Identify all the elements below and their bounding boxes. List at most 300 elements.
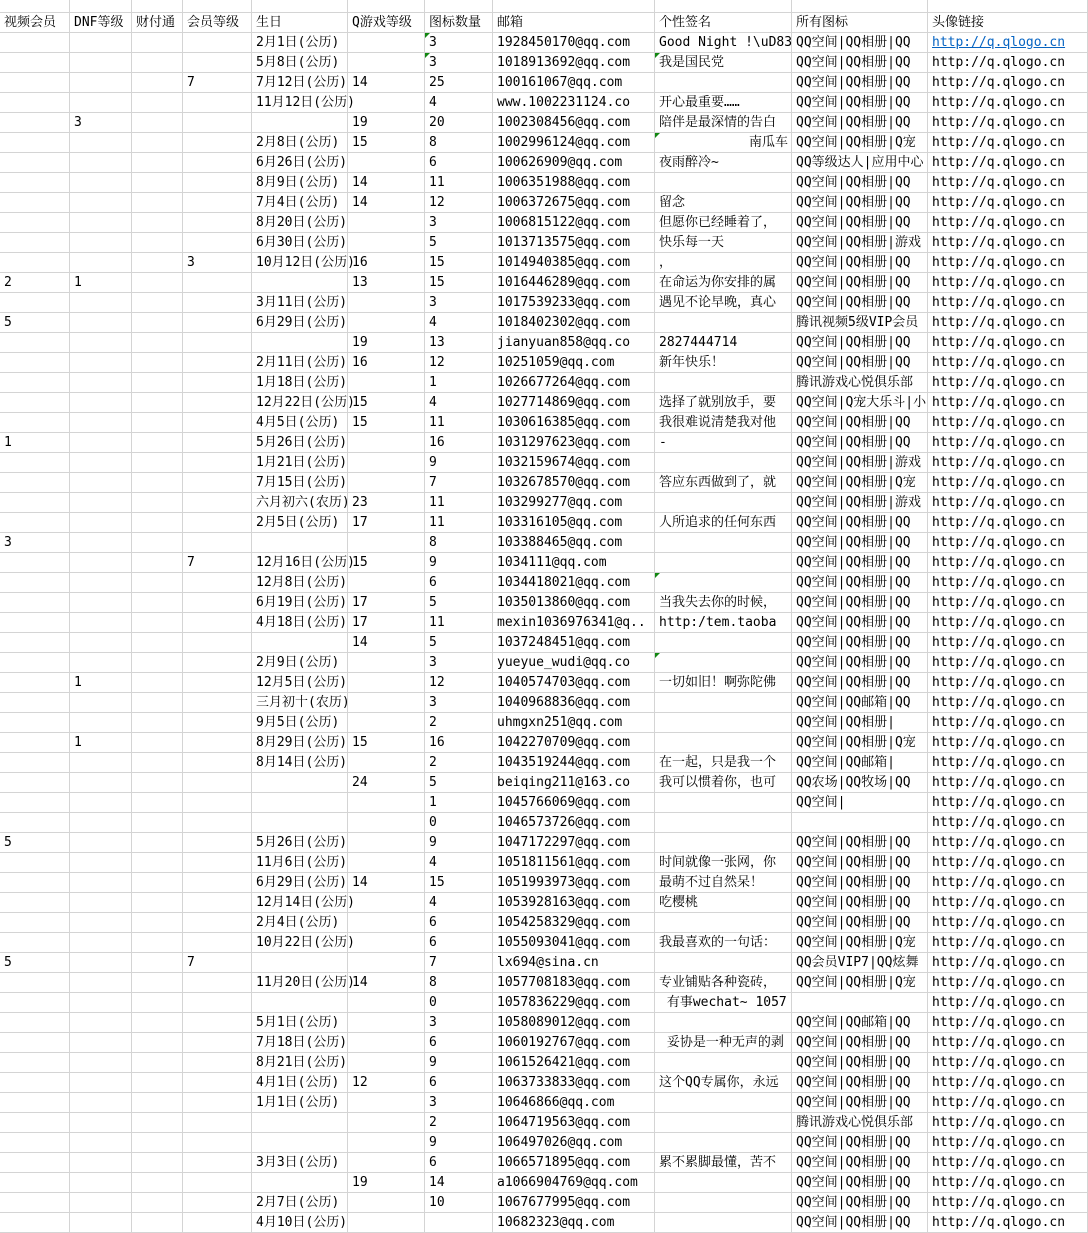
cell-birthday[interactable] xyxy=(252,593,348,613)
cell-icon_count[interactable] xyxy=(425,1133,493,1153)
cell-all_icons[interactable] xyxy=(792,613,928,633)
cell-dnf_level[interactable] xyxy=(70,733,132,753)
cell-qgame_level[interactable] xyxy=(348,873,425,893)
cell-avatar_url[interactable] xyxy=(928,33,1088,53)
cell-dnf_level[interactable] xyxy=(70,753,132,773)
cell-signature[interactable] xyxy=(655,373,792,393)
cell-icon_count[interactable] xyxy=(425,553,493,573)
cell-qgame_level[interactable] xyxy=(348,813,425,833)
cell-birthday[interactable] xyxy=(252,793,348,813)
cell-icon_count[interactable] xyxy=(425,173,493,193)
empty-cell[interactable] xyxy=(70,0,132,13)
cell-tenpay[interactable] xyxy=(132,913,183,933)
cell-all_icons[interactable] xyxy=(792,233,928,253)
cell-birthday[interactable] xyxy=(252,853,348,873)
cell-vip_level[interactable] xyxy=(183,893,252,913)
cell-email[interactable] xyxy=(493,453,655,473)
cell-icon_count[interactable] xyxy=(425,373,493,393)
cell-email[interactable] xyxy=(493,533,655,553)
cell-birthday[interactable] xyxy=(252,813,348,833)
cell-email[interactable] xyxy=(493,873,655,893)
cell-qgame_level[interactable] xyxy=(348,113,425,133)
cell-birthday[interactable] xyxy=(252,893,355,913)
cell-dnf_level[interactable] xyxy=(70,1133,132,1153)
cell-icon_count[interactable] xyxy=(425,1113,493,1133)
column-header-avatar_url[interactable]: 头像链接 xyxy=(928,13,1088,33)
cell-all_icons[interactable] xyxy=(792,193,928,213)
cell-birthday[interactable] xyxy=(252,293,348,313)
cell-email[interactable] xyxy=(493,793,655,813)
cell-video_vip[interactable] xyxy=(0,213,70,233)
cell-icon_count[interactable] xyxy=(425,1033,493,1053)
empty-cell[interactable] xyxy=(348,0,425,13)
cell-avatar_url[interactable] xyxy=(928,293,1088,313)
cell-tenpay[interactable] xyxy=(132,713,183,733)
cell-email[interactable] xyxy=(493,233,655,253)
cell-video_vip[interactable] xyxy=(0,533,70,553)
cell-dnf_level[interactable] xyxy=(70,993,132,1013)
cell-avatar_url[interactable] xyxy=(928,53,1088,73)
cell-email[interactable] xyxy=(493,293,655,313)
cell-email[interactable] xyxy=(493,1153,655,1173)
cell-tenpay[interactable] xyxy=(132,493,183,513)
cell-vip_level[interactable] xyxy=(183,733,252,753)
cell-tenpay[interactable] xyxy=(132,113,183,133)
cell-vip_level[interactable] xyxy=(183,1193,252,1213)
cell-tenpay[interactable] xyxy=(132,853,183,873)
cell-avatar_url[interactable] xyxy=(928,633,1088,653)
cell-icon_count[interactable] xyxy=(425,453,493,473)
cell-avatar_url[interactable] xyxy=(928,213,1088,233)
cell-icon_count[interactable] xyxy=(425,233,493,253)
cell-tenpay[interactable] xyxy=(132,93,183,113)
cell-video_vip[interactable] xyxy=(0,493,70,513)
cell-video_vip[interactable] xyxy=(0,233,70,253)
cell-all_icons[interactable] xyxy=(792,1113,928,1133)
cell-video_vip[interactable] xyxy=(0,693,70,713)
cell-all_icons[interactable] xyxy=(792,453,928,473)
cell-all_icons[interactable] xyxy=(792,1013,928,1033)
cell-tenpay[interactable] xyxy=(132,533,183,553)
cell-qgame_level[interactable] xyxy=(348,913,425,933)
cell-all_icons[interactable] xyxy=(792,153,928,173)
cell-vip_level[interactable] xyxy=(183,213,252,233)
cell-tenpay[interactable] xyxy=(132,993,183,1013)
cell-avatar_url[interactable] xyxy=(928,413,1088,433)
cell-vip_level[interactable] xyxy=(183,913,252,933)
cell-signature[interactable] xyxy=(655,633,792,653)
cell-email[interactable] xyxy=(493,1073,655,1093)
cell-video_vip[interactable] xyxy=(0,33,70,53)
column-header-qgame_level[interactable]: Q游戏等级 xyxy=(348,13,425,33)
cell-qgame_level[interactable] xyxy=(348,413,425,433)
cell-qgame_level[interactable] xyxy=(348,93,425,113)
cell-vip_level[interactable] xyxy=(183,573,252,593)
cell-all_icons[interactable] xyxy=(792,73,928,93)
cell-signature[interactable] xyxy=(655,1013,792,1033)
cell-all_icons[interactable] xyxy=(792,513,928,533)
cell-signature[interactable] xyxy=(655,433,792,453)
cell-email[interactable] xyxy=(493,693,655,713)
cell-signature[interactable] xyxy=(655,393,792,413)
cell-birthday[interactable] xyxy=(252,533,348,553)
cell-all_icons[interactable] xyxy=(792,653,928,673)
cell-birthday[interactable] xyxy=(252,1213,348,1233)
cell-email[interactable] xyxy=(493,933,655,953)
cell-email[interactable] xyxy=(493,813,655,833)
cell-all_icons[interactable] xyxy=(792,333,928,353)
cell-tenpay[interactable] xyxy=(132,53,183,73)
cell-birthday[interactable] xyxy=(252,513,348,533)
cell-dnf_level[interactable] xyxy=(70,773,132,793)
cell-dnf_level[interactable] xyxy=(70,73,132,93)
cell-video_vip[interactable] xyxy=(0,653,70,673)
cell-dnf_level[interactable] xyxy=(70,1113,132,1133)
cell-dnf_level[interactable] xyxy=(70,1033,132,1053)
cell-signature[interactable] xyxy=(655,173,792,193)
cell-avatar_url[interactable] xyxy=(928,713,1088,733)
cell-icon_count[interactable] xyxy=(425,33,493,53)
cell-dnf_level[interactable] xyxy=(70,493,132,513)
cell-dnf_level[interactable] xyxy=(70,393,132,413)
cell-all_icons[interactable] xyxy=(792,313,928,333)
cell-video_vip[interactable] xyxy=(0,1093,70,1113)
empty-cell[interactable] xyxy=(425,0,493,13)
cell-birthday[interactable] xyxy=(252,993,348,1013)
cell-qgame_level[interactable] xyxy=(348,633,425,653)
cell-birthday[interactable] xyxy=(252,873,348,893)
cell-qgame_level[interactable] xyxy=(348,293,425,313)
cell-birthday[interactable] xyxy=(252,313,348,333)
cell-vip_level[interactable] xyxy=(183,653,252,673)
cell-vip_level[interactable] xyxy=(183,93,252,113)
cell-qgame_level[interactable] xyxy=(348,1053,425,1073)
cell-avatar_url[interactable] xyxy=(928,93,1088,113)
cell-icon_count[interactable] xyxy=(425,993,493,1013)
cell-icon_count[interactable] xyxy=(425,113,493,133)
cell-all_icons[interactable] xyxy=(792,393,928,413)
cell-vip_level[interactable] xyxy=(183,1013,252,1033)
cell-video_vip[interactable] xyxy=(0,953,70,973)
cell-video_vip[interactable] xyxy=(0,133,70,153)
cell-email[interactable] xyxy=(493,1213,655,1233)
cell-icon_count[interactable] xyxy=(425,353,493,373)
cell-all_icons[interactable] xyxy=(792,753,928,773)
cell-email[interactable] xyxy=(493,553,655,573)
cell-video_vip[interactable] xyxy=(0,893,70,913)
cell-dnf_level[interactable] xyxy=(70,413,132,433)
cell-tenpay[interactable] xyxy=(132,793,183,813)
cell-vip_level[interactable] xyxy=(183,1073,252,1093)
cell-tenpay[interactable] xyxy=(132,1173,183,1193)
cell-qgame_level[interactable] xyxy=(348,233,425,253)
cell-birthday[interactable] xyxy=(252,333,348,353)
cell-icon_count[interactable] xyxy=(425,1213,493,1233)
cell-avatar_url[interactable] xyxy=(928,853,1088,873)
cell-birthday[interactable] xyxy=(252,273,348,293)
cell-qgame_level[interactable] xyxy=(348,153,425,173)
cell-icon_count[interactable] xyxy=(425,1093,493,1113)
cell-dnf_level[interactable] xyxy=(70,973,132,993)
column-header-dnf_level[interactable]: DNF等级 xyxy=(70,13,132,33)
cell-video_vip[interactable] xyxy=(0,853,70,873)
cell-email[interactable] xyxy=(493,513,655,533)
cell-all_icons[interactable] xyxy=(792,413,928,433)
cell-birthday[interactable] xyxy=(252,53,348,73)
cell-qgame_level[interactable] xyxy=(348,733,425,753)
cell-icon_count[interactable] xyxy=(425,933,493,953)
cell-icon_count[interactable] xyxy=(425,613,493,633)
cell-all_icons[interactable] xyxy=(792,353,928,373)
cell-avatar_url[interactable] xyxy=(928,913,1088,933)
column-header-all_icons[interactable]: 所有图标 xyxy=(792,13,928,33)
cell-vip_level[interactable] xyxy=(183,713,252,733)
cell-avatar_url[interactable] xyxy=(928,1153,1088,1173)
cell-birthday[interactable] xyxy=(252,493,348,513)
cell-qgame_level[interactable] xyxy=(348,673,425,693)
cell-icon_count[interactable] xyxy=(425,753,493,773)
cell-email[interactable] xyxy=(493,1133,655,1153)
cell-tenpay[interactable] xyxy=(132,973,183,993)
cell-birthday[interactable] xyxy=(252,373,348,393)
cell-video_vip[interactable] xyxy=(0,1173,70,1193)
cell-birthday[interactable] xyxy=(252,173,348,193)
cell-icon_count[interactable] xyxy=(425,773,493,793)
cell-birthday[interactable] xyxy=(252,73,348,93)
cell-video_vip[interactable] xyxy=(0,193,70,213)
cell-qgame_level[interactable] xyxy=(348,453,425,473)
cell-signature[interactable] xyxy=(655,93,792,113)
cell-signature[interactable] xyxy=(655,313,792,333)
cell-vip_level[interactable] xyxy=(183,833,252,853)
cell-video_vip[interactable] xyxy=(0,1053,70,1073)
cell-email[interactable] xyxy=(493,53,655,73)
cell-tenpay[interactable] xyxy=(132,573,183,593)
cell-signature[interactable] xyxy=(655,153,792,173)
cell-avatar_url[interactable] xyxy=(928,1133,1088,1153)
cell-qgame_level[interactable] xyxy=(348,473,425,493)
cell-email[interactable] xyxy=(493,1053,655,1073)
cell-all_icons[interactable] xyxy=(792,633,928,653)
cell-dnf_level[interactable] xyxy=(70,153,132,173)
cell-qgame_level[interactable] xyxy=(348,793,425,813)
cell-avatar_url[interactable] xyxy=(928,313,1088,333)
cell-signature[interactable] xyxy=(655,33,792,53)
cell-dnf_level[interactable] xyxy=(70,313,132,333)
cell-qgame_level[interactable] xyxy=(348,973,425,993)
cell-all_icons[interactable] xyxy=(792,53,928,73)
cell-vip_level[interactable] xyxy=(183,133,252,153)
cell-tenpay[interactable] xyxy=(132,413,183,433)
cell-video_vip[interactable] xyxy=(0,293,70,313)
cell-email[interactable] xyxy=(493,613,655,633)
cell-video_vip[interactable] xyxy=(0,73,70,93)
cell-all_icons[interactable] xyxy=(792,373,928,393)
cell-vip_level[interactable] xyxy=(183,533,252,553)
cell-signature[interactable] xyxy=(655,253,792,273)
cell-avatar_url[interactable] xyxy=(928,613,1088,633)
cell-birthday[interactable] xyxy=(252,753,348,773)
cell-vip_level[interactable] xyxy=(183,1153,252,1173)
cell-email[interactable] xyxy=(493,993,655,1013)
cell-video_vip[interactable] xyxy=(0,53,70,73)
cell-avatar_url[interactable] xyxy=(928,993,1088,1013)
cell-video_vip[interactable] xyxy=(0,1213,70,1233)
cell-dnf_level[interactable] xyxy=(70,373,132,393)
cell-vip_level[interactable] xyxy=(183,1113,252,1133)
cell-birthday[interactable] xyxy=(252,653,348,673)
cell-tenpay[interactable] xyxy=(132,393,183,413)
cell-vip_level[interactable] xyxy=(183,933,252,953)
cell-icon_count[interactable] xyxy=(425,1173,493,1193)
cell-email[interactable] xyxy=(493,973,655,993)
cell-qgame_level[interactable] xyxy=(348,533,425,553)
cell-tenpay[interactable] xyxy=(132,433,183,453)
cell-tenpay[interactable] xyxy=(132,1153,183,1173)
cell-qgame_level[interactable] xyxy=(348,313,425,333)
cell-all_icons[interactable] xyxy=(792,793,928,813)
cell-vip_level[interactable] xyxy=(183,1033,252,1053)
cell-signature[interactable] xyxy=(655,813,792,833)
cell-video_vip[interactable] xyxy=(0,313,70,333)
cell-tenpay[interactable] xyxy=(132,593,183,613)
cell-email[interactable] xyxy=(493,273,655,293)
cell-signature[interactable] xyxy=(655,273,792,293)
cell-icon_count[interactable] xyxy=(425,53,493,73)
cell-tenpay[interactable] xyxy=(132,333,183,353)
cell-all_icons[interactable] xyxy=(792,693,928,713)
cell-all_icons[interactable] xyxy=(792,893,928,913)
cell-vip_level[interactable] xyxy=(183,1133,252,1153)
cell-vip_level[interactable] xyxy=(183,953,252,973)
cell-all_icons[interactable] xyxy=(792,873,928,893)
cell-dnf_level[interactable] xyxy=(70,713,132,733)
cell-dnf_level[interactable] xyxy=(70,1193,132,1213)
cell-tenpay[interactable] xyxy=(132,213,183,233)
empty-cell[interactable] xyxy=(928,0,1088,13)
cell-avatar_url[interactable] xyxy=(928,493,1088,513)
cell-dnf_level[interactable] xyxy=(70,193,132,213)
cell-email[interactable] xyxy=(493,1113,655,1133)
cell-all_icons[interactable] xyxy=(792,493,928,513)
cell-avatar_url[interactable] xyxy=(928,1093,1088,1113)
cell-avatar_url[interactable] xyxy=(928,373,1088,393)
cell-signature[interactable] xyxy=(655,53,792,73)
cell-icon_count[interactable] xyxy=(425,133,493,153)
column-header-email[interactable]: 邮箱 xyxy=(493,13,655,33)
cell-video_vip[interactable] xyxy=(0,1073,70,1093)
cell-video_vip[interactable] xyxy=(0,153,70,173)
cell-birthday[interactable] xyxy=(252,233,348,253)
cell-email[interactable] xyxy=(493,673,655,693)
cell-tenpay[interactable] xyxy=(132,1113,183,1133)
cell-video_vip[interactable] xyxy=(0,1193,70,1213)
cell-vip_level[interactable] xyxy=(183,1173,252,1193)
cell-birthday[interactable] xyxy=(252,1093,348,1113)
cell-video_vip[interactable] xyxy=(0,473,70,493)
cell-tenpay[interactable] xyxy=(132,473,183,493)
cell-icon_count[interactable] xyxy=(425,913,493,933)
cell-vip_level[interactable] xyxy=(183,273,252,293)
cell-email[interactable] xyxy=(493,1193,655,1213)
cell-all_icons[interactable] xyxy=(792,953,928,973)
cell-avatar_url[interactable] xyxy=(928,893,1088,913)
cell-email[interactable] xyxy=(493,433,655,453)
cell-avatar_url[interactable] xyxy=(928,1173,1088,1193)
cell-birthday[interactable] xyxy=(252,613,348,633)
cell-birthday[interactable] xyxy=(252,933,355,953)
cell-vip_level[interactable] xyxy=(183,453,252,473)
cell-birthday[interactable] xyxy=(252,213,348,233)
cell-icon_count[interactable] xyxy=(425,653,493,673)
cell-email[interactable] xyxy=(493,913,655,933)
avatar-link[interactable]: http://q.qlogo.cn xyxy=(932,35,1066,50)
cell-email[interactable] xyxy=(493,173,655,193)
empty-cell[interactable] xyxy=(132,0,183,13)
cell-vip_level[interactable] xyxy=(183,693,252,713)
cell-vip_level[interactable] xyxy=(183,553,252,573)
cell-signature[interactable] xyxy=(655,293,792,313)
cell-email[interactable] xyxy=(493,713,655,733)
cell-qgame_level[interactable] xyxy=(348,893,425,913)
cell-icon_count[interactable] xyxy=(425,1013,493,1033)
cell-all_icons[interactable] xyxy=(792,213,928,233)
cell-vip_level[interactable] xyxy=(183,473,252,493)
cell-signature[interactable] xyxy=(655,1193,792,1213)
cell-vip_level[interactable] xyxy=(183,333,252,353)
cell-vip_level[interactable] xyxy=(183,113,252,133)
cell-signature[interactable] xyxy=(655,873,792,893)
cell-email[interactable] xyxy=(493,253,655,273)
cell-tenpay[interactable] xyxy=(132,693,183,713)
cell-signature[interactable] xyxy=(655,653,792,673)
cell-signature[interactable] xyxy=(655,1173,792,1193)
cell-birthday[interactable] xyxy=(252,713,348,733)
cell-birthday[interactable] xyxy=(252,33,348,53)
cell-video_vip[interactable] xyxy=(0,813,70,833)
cell-avatar_url[interactable] xyxy=(928,593,1088,613)
cell-qgame_level[interactable] xyxy=(348,1153,425,1173)
cell-qgame_level[interactable] xyxy=(348,53,425,73)
column-header-icon_count[interactable]: 图标数量 xyxy=(425,13,493,33)
cell-avatar_url[interactable] xyxy=(928,1013,1088,1033)
cell-avatar_url[interactable] xyxy=(928,353,1088,373)
cell-tenpay[interactable] xyxy=(132,253,183,273)
cell-dnf_level[interactable] xyxy=(70,93,132,113)
cell-tenpay[interactable] xyxy=(132,813,183,833)
cell-vip_level[interactable] xyxy=(183,1093,252,1113)
cell-avatar_url[interactable] xyxy=(928,573,1088,593)
cell-all_icons[interactable] xyxy=(792,433,928,453)
cell-dnf_level[interactable] xyxy=(70,1093,132,1113)
cell-signature[interactable] xyxy=(655,213,792,233)
cell-vip_level[interactable] xyxy=(183,413,252,433)
cell-video_vip[interactable] xyxy=(0,553,70,573)
cell-avatar_url[interactable] xyxy=(928,273,1088,293)
cell-avatar_url[interactable] xyxy=(928,813,1088,833)
cell-email[interactable] xyxy=(493,953,655,973)
cell-all_icons[interactable] xyxy=(792,1173,928,1193)
cell-tenpay[interactable] xyxy=(132,1213,183,1233)
cell-dnf_level[interactable] xyxy=(70,573,132,593)
cell-signature[interactable] xyxy=(655,113,792,133)
cell-video_vip[interactable] xyxy=(0,1113,70,1133)
cell-vip_level[interactable] xyxy=(183,193,252,213)
cell-email[interactable] xyxy=(493,473,655,493)
cell-dnf_level[interactable] xyxy=(70,553,132,573)
cell-tenpay[interactable] xyxy=(132,1013,183,1033)
cell-birthday[interactable] xyxy=(252,1053,348,1073)
